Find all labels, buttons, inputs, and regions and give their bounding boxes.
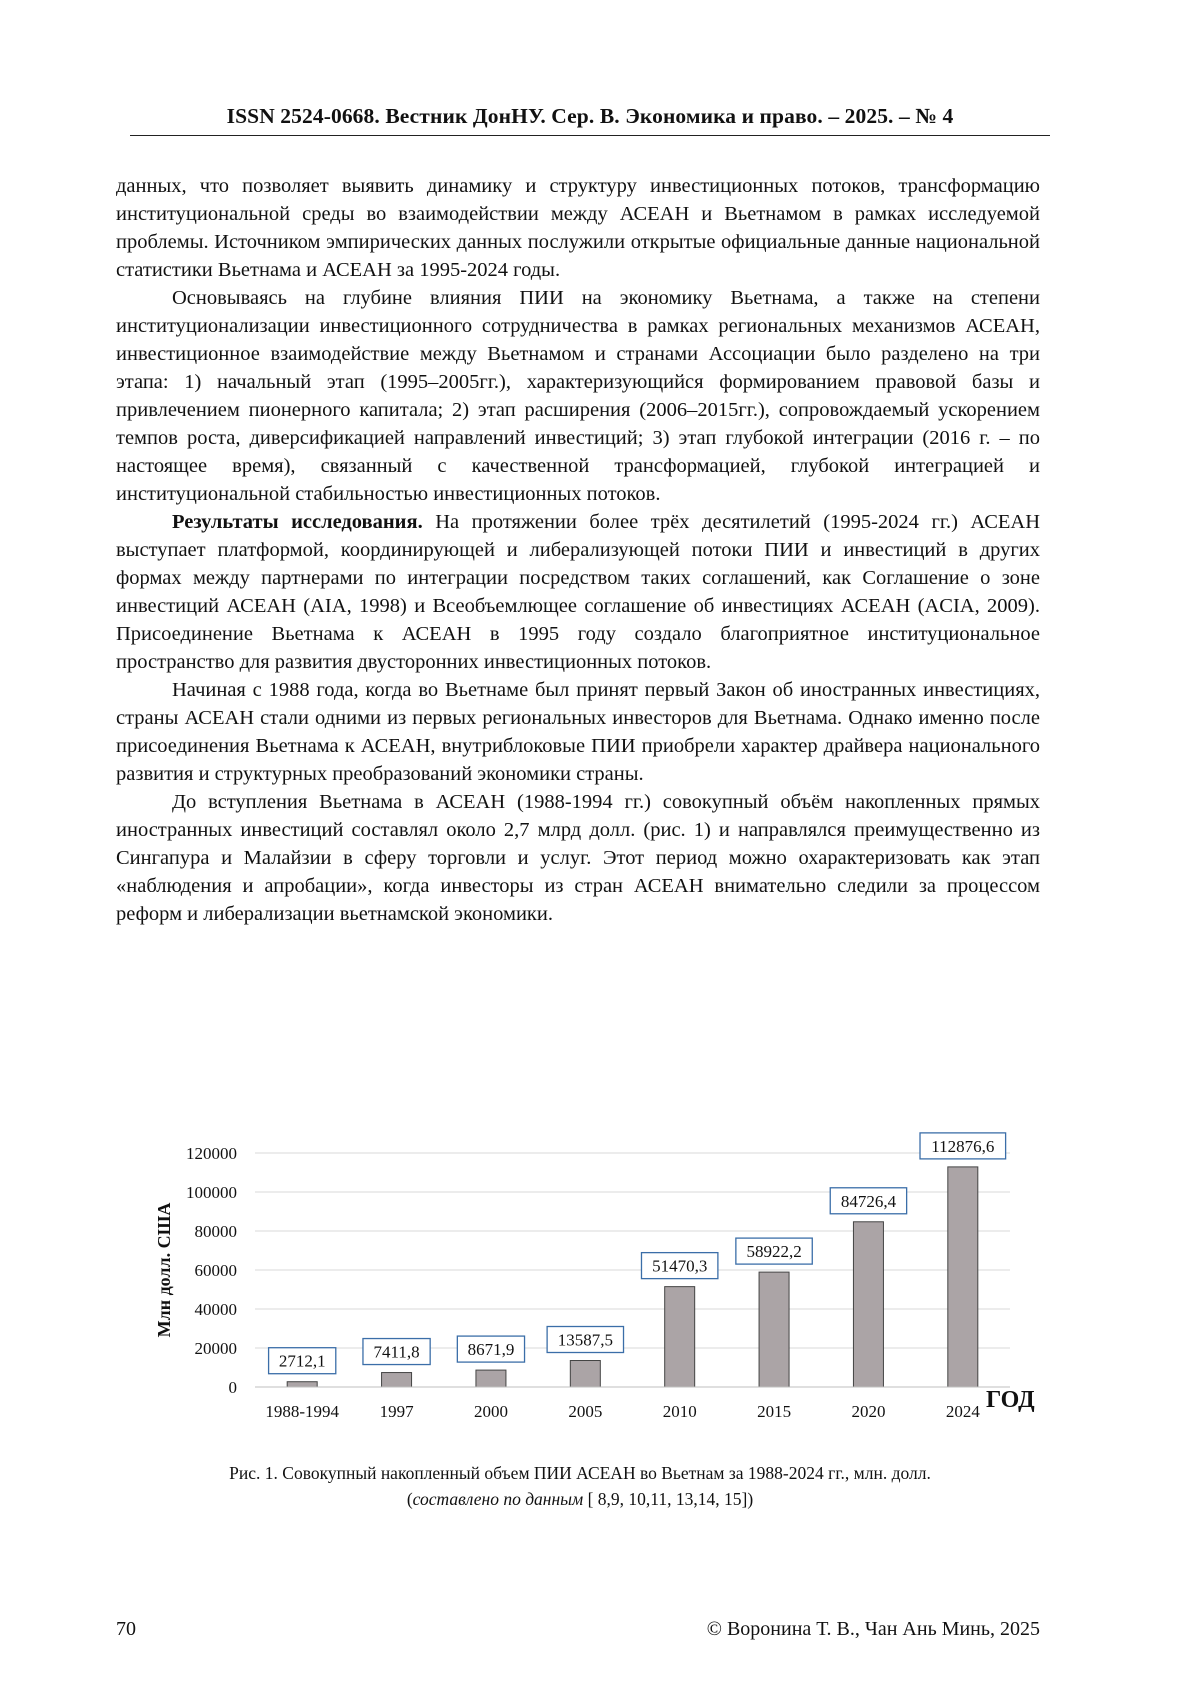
caption-refs: [ 8,9, 10,11, 13,14, 15]) [583, 1489, 754, 1509]
x-tick-label: 2000 [473, 1402, 508, 1421]
y-tick-label: 40000 [194, 1300, 237, 1319]
y-tick-label: 100000 [186, 1183, 237, 1202]
header-rule [130, 135, 1050, 136]
bar [853, 1222, 883, 1387]
caption-line-2 [120, 1486, 1040, 1512]
y-tick-label: 0 [228, 1378, 237, 1397]
caption-open: ( [406, 1489, 413, 1509]
caption-line-1: Рис. 1. Совокупный накопленный объем ПИИ АСЕАН во Вьетнам за 1988-2024 гг., млн. долл. [229, 1463, 931, 1483]
bar [382, 1373, 412, 1387]
paragraph-3-text: На протяжении более трёх десятилетий (1995-2024 гг.) АСЕАН выступает платформой, координирующей и либерализующей потоки ПИИ и инвестиций в других формах между партнерами по интеграции посредством таких соглашений, как Соглашение о зоне инвестиций АСЕАН (AIA, 1998) и Всеобъемлющее соглашение об инвестициях АСЕАН (ACIA, 2009). Присоединение Вьетнама к АСЕАН в 1995 году создало благоприятное институциональное пространство для развития двусторонних инвестиционных потоков. [116, 511, 1040, 673]
y-tick-label: 120000 [186, 1144, 237, 1163]
x-tick-label: 1988-1994 [265, 1402, 340, 1421]
data-label: 13587,5 [557, 1330, 613, 1350]
y-tick-label: 80000 [194, 1222, 237, 1241]
paragraph-3 [116, 508, 1040, 676]
paragraph-4: Начиная с 1988 года, когда во Вьетнаме был принят первый Закон об иностранных инвестициях, страны АСЕАН стали одними из первых региональных инвесторов для Вьетнама. Однако именно после присоединения Вьетнама к АСЕАН, внутриблоковые ПИИ приобрели характер драйвера национального развития и структурных преобразований экономики страны. [116, 679, 1040, 785]
x-tick-label: 2005 [568, 1402, 603, 1421]
data-label: 84726,4 [840, 1191, 897, 1211]
x-tick-label: 2024 [945, 1402, 980, 1421]
caption-source-italic: составлено по данным [412, 1489, 584, 1509]
article-body [116, 172, 1040, 928]
running-header: ISSN 2524-0668. Вестник ДонНУ. Сер. В. Экономика и право. – 2025. – № 4 [226, 104, 954, 128]
fdi-bar-chart [140, 1125, 1040, 1425]
data-label: 58922,2 [746, 1242, 802, 1262]
figure-caption [120, 1460, 1040, 1512]
bar [570, 1361, 600, 1387]
paragraph-1: данных, что позволяет выявить динамику и структуру инвестиционных потоков, трансформацию институциональной среды во взаимодействии между АСЕАН и Вьетнамом в рамках исследуемой проблемы. Источником эмпирических данных послужили открытые официальные данные национальной статистики Вьетнама и АСЕАН за 1995-2024 годы. [116, 175, 1040, 281]
bar [948, 1167, 978, 1387]
x-tick-label: 2015 [757, 1402, 792, 1421]
paragraph-2: Основываясь на глубине влияния ПИИ на экономику Вьетнама, а также на степени институционализации инвестиционного сотрудничества в рамках региональных механизмов АСЕАН, инвестиционное взаимодействие между Вьетнамом и странами Ассоциации было разделено на три этапа: 1) начальный этап (1995–2005гг.), характеризующийся формированием правовой базы и привлечением пионерного капитала; 2) этап расширения (2006–2015гг.), сопровождаемый ускорением темпов роста, диверсификацией направлений инвестиций; 3) этап глубокой интеграции (2016 г. – по настоящее время), связанный с качественной трансформацией, глубокой интеграцией и институциональной стабильностью инвестиционных потоков. [116, 287, 1040, 505]
data-label: 112876,6 [931, 1136, 995, 1156]
y-tick-label: 60000 [194, 1261, 237, 1280]
data-label: 7411,8 [373, 1342, 420, 1362]
y-tick-label: 20000 [194, 1339, 237, 1358]
section-lead: Результаты исследования. [172, 511, 423, 533]
bar [759, 1272, 789, 1387]
x-tick-label: 2010 [662, 1402, 697, 1421]
data-label: 51470,3 [652, 1256, 708, 1276]
bar [665, 1287, 695, 1387]
x-axis-title: ГОД [986, 1387, 1035, 1413]
bar [287, 1382, 317, 1387]
paragraph-5: До вступления Вьетнама в АСЕАН (1988-1994 гг.) совокупный объём накопленных прямых иностранных инвестиций составлял около 2,7 млрд долл. (рис. 1) и направлялся преимущественно из Сингапура и Малайзии в сферу торговли и услуг. Этот период можно охарактеризовать как этап «наблюдения и апробации», когда инвесторы из стран АСЕАН внимательно следили за процессом реформ и либерализации вьетнамской экономики. [116, 791, 1040, 925]
x-tick-label: 1997 [379, 1402, 414, 1421]
chart-svg [140, 1125, 1040, 1425]
y-axis-title: Млн долл. США [154, 1202, 174, 1338]
page-number: 70 [116, 1618, 136, 1640]
footer-copyright: © Воронина Т. В., Чан Ань Минь, 2025 [706, 1618, 1040, 1640]
x-tick-label: 2020 [851, 1402, 886, 1421]
bar [476, 1370, 506, 1387]
data-label: 8671,9 [467, 1340, 515, 1360]
data-label: 2712,1 [278, 1351, 326, 1371]
